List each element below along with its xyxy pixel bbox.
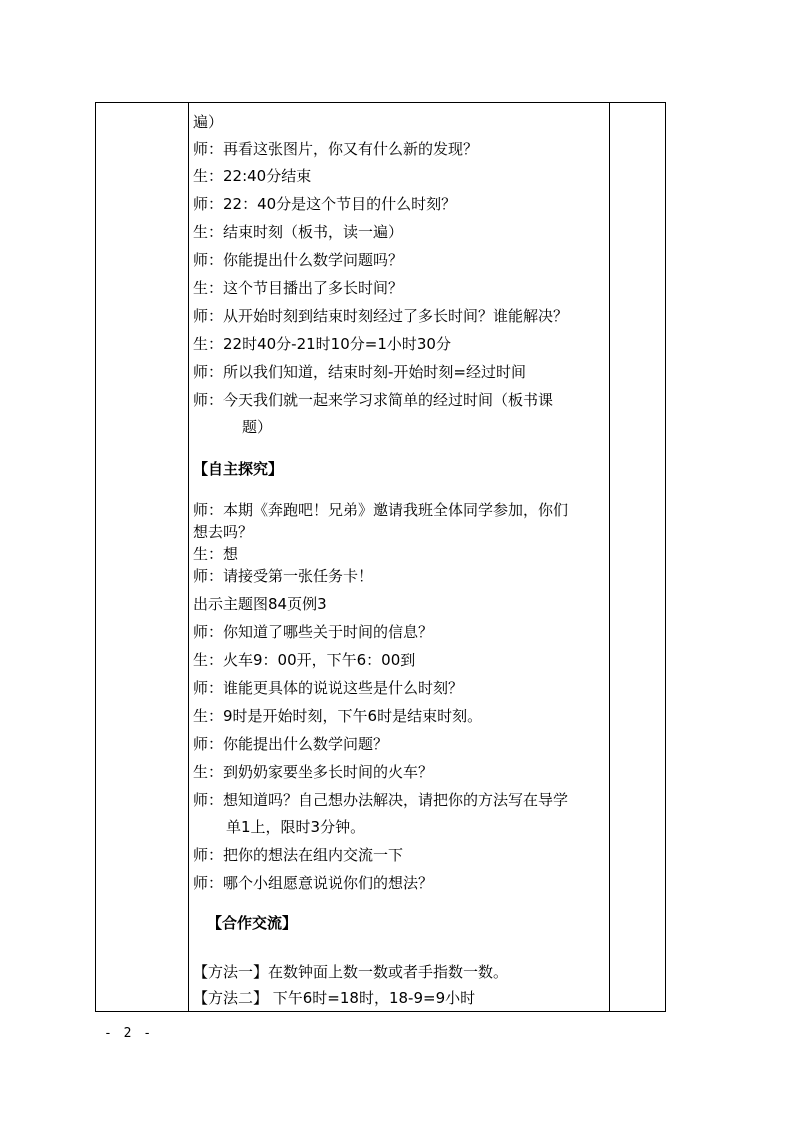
text-line: 师：请接受第一张任务卡！ <box>193 567 374 585</box>
text-line: 想去吗？ <box>193 523 254 541</box>
column-divider-right <box>609 103 610 1011</box>
text-line: 师：你能提出什么数学问题吗？ <box>193 251 404 269</box>
text-line: 师：再看这张图片，你又有什么新的发现？ <box>193 140 479 158</box>
section-heading: 【合作交流】 <box>207 914 298 932</box>
text-line: 生：想 <box>193 545 239 563</box>
text-line: 生：结束时刻（板书，读一遍） <box>193 223 404 241</box>
text-line: 【方法二】 下午6时=18时，18-9=9小时 <box>193 989 476 1007</box>
text-line: 生：9时是开始时刻，下午6时是结束时刻。 <box>193 707 483 725</box>
column-divider-left <box>188 103 189 1011</box>
text-line: 【方法一】在数钟面上数一数或者手指数一数。 <box>193 963 509 981</box>
text-line: 生：到奶奶家要坐多长时间的火车？ <box>193 763 434 781</box>
text-line: 师：你能提出什么数学问题？ <box>193 735 389 753</box>
section-heading: 【自主探究】 <box>193 460 284 478</box>
page-number: - 2 - <box>104 1026 154 1041</box>
text-line: 题） <box>242 418 273 436</box>
text-line: 师：本期《奔跑吧！兄弟》邀请我班全体同学参加，你们 <box>193 501 569 519</box>
text-line: 师：想知道吗？自己想办法解决，请把你的方法写在导学 <box>193 791 569 809</box>
text-line: 师：你知道了哪些关于时间的信息？ <box>193 623 434 641</box>
text-line: 生：火车9：00开，下午6：00到 <box>193 651 416 669</box>
text-line: 单1上，限时3分钟。 <box>226 818 366 836</box>
text-line: 师：今天我们就一起来学习求简单的经过时间（板书课 <box>193 391 554 409</box>
text-line: 师：哪个小组愿意说说你们的想法？ <box>193 874 434 892</box>
text-line: 生：这个节目播出了多长时间？ <box>193 279 404 297</box>
text-line: 出示主题图84页例3 <box>193 595 327 613</box>
text-line: 师：所以我们知道，结束时刻-开始时刻=经过时间 <box>193 363 526 381</box>
text-line: 生：22:40分结束 <box>193 167 312 185</box>
text-line: 师：从开始时刻到结束时刻经过了多长时间？谁能解决？ <box>193 307 569 325</box>
text-line: 师：谁能更具体的说说这些是什么时刻？ <box>193 679 464 697</box>
text-line: 遍） <box>193 113 224 131</box>
text-line: 生：22时40分-21时10分=1小时30分 <box>193 335 451 353</box>
text-line: 师：22：40分是这个节目的什么时刻？ <box>193 195 457 213</box>
text-line: 师：把你的想法在组内交流一下 <box>193 846 404 864</box>
